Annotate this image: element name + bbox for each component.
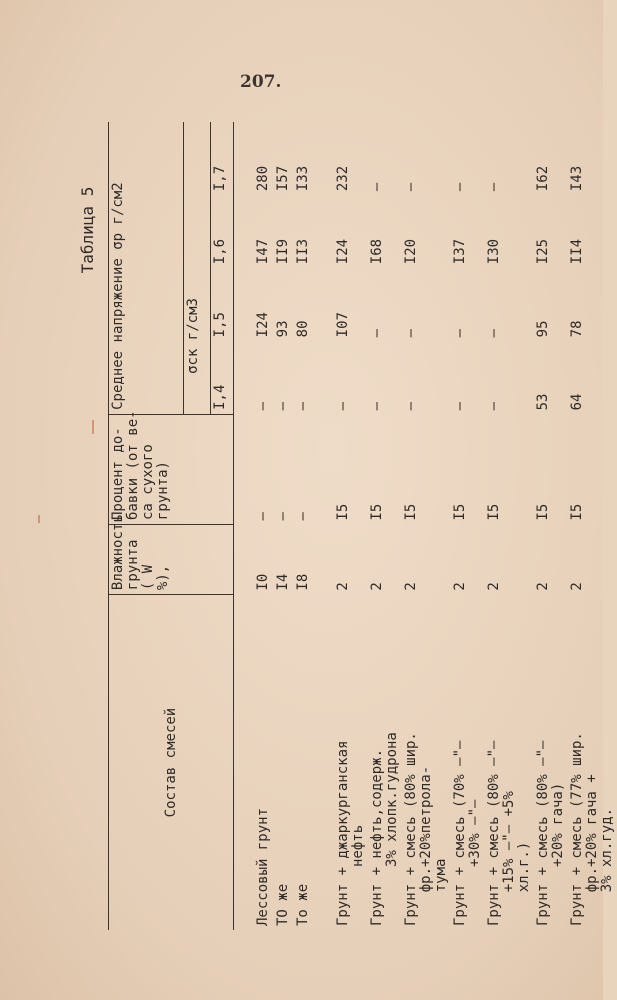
cell-composition: Лессовый грунт [255,807,271,926]
cell-composition: Грунт + смесь (80% –"– +15% –"– +5% хл.г.) [486,740,532,926]
table-row [402,122,451,930]
cell-moisture: 2 [535,582,551,591]
cell-moisture: 2 [569,582,585,591]
cell-composition: Грунт + смесь (77% шир. фр.+20% гача + 3% хл.гуд. [569,732,615,926]
cell-stress-1-6: I25 [535,238,551,265]
cell-stress-1-7: 232 [335,165,351,192]
table-row [568,122,617,930]
header-density-value: I,6 [211,195,234,268]
cell-stress-1-5: I24 [255,312,271,338]
cell-stress-1-7: – [403,182,419,192]
cell-moisture: 2 [486,582,502,591]
cell-stress-1-4: – [275,401,291,411]
cell-stress-1-4: – [335,401,351,411]
data-table [108,122,617,930]
cell-stress-1-5: – [486,328,502,338]
cell-additive: I5 [452,503,468,521]
cell-stress-1-6: II3 [295,238,311,265]
cell-additive: I5 [403,503,419,521]
cell-stress-1-6: I68 [369,238,385,265]
header-composition: Состав смесей [109,595,234,930]
cell-additive: – [255,512,271,521]
cell-stress-1-4: – [486,401,502,411]
cell-stress-1-6: I20 [403,238,419,265]
cell-additive: I5 [335,503,351,521]
page-number: 207. [240,72,282,92]
cell-additive: I5 [486,503,502,521]
cell-stress-1-5: – [452,328,468,338]
cell-stress-1-4: – [403,401,419,411]
cell-stress-1-7: – [452,182,468,192]
cell-stress-1-6: I37 [452,238,468,265]
cell-stress-1-7: – [486,182,502,192]
table-row [368,122,402,930]
cell-stress-1-4: 64 [569,393,585,411]
table-row [314,122,368,930]
table-row [294,122,314,930]
table-row [451,122,485,930]
cell-moisture: 2 [452,582,468,591]
header-moisture: Влажность грунта ( W %), [109,525,234,595]
table-row [234,122,275,930]
rotated-table-block [78,110,615,930]
cell-stress-1-5: 95 [535,320,551,338]
ink-speck [38,515,40,523]
cell-stress-1-4: – [255,401,271,411]
cell-additive: – [295,512,311,521]
cell-stress-1-7: I62 [535,165,551,192]
cell-moisture: 2 [369,582,385,591]
cell-stress-1-7: I57 [275,165,291,192]
cell-composition: Грунт + смесь (80% шир. фр.+20%петрола- тума [403,732,449,926]
cell-moisture: I4 [275,573,291,591]
cell-stress-1-7: I33 [295,165,311,192]
cell-stress-1-6: II4 [569,238,585,265]
header-additive-percent: Процент до- бавки (от ве- са сухого грунта) [109,414,234,524]
cell-additive: – [275,512,291,521]
cell-composition: Грунт + смесь (70% –"– +30% –"– [452,740,483,926]
cell-stress-1-4: – [452,401,468,411]
cell-composition: Грунт + нефть,содерж. 3% хлопк.гудрона [369,732,400,926]
header-density-value: I,4 [211,341,234,414]
cell-stress-1-4: 53 [535,393,551,411]
header-mean-stress: Среднее напряжение σp г/см2 [109,122,184,414]
cell-stress-1-7: 280 [255,165,271,192]
table-title: Таблица 5 [78,186,97,274]
cell-stress-1-4: – [295,401,311,411]
cell-stress-1-6: I24 [335,238,351,265]
cell-additive: I5 [569,503,585,521]
cell-composition: ТО же [275,883,291,926]
cell-moisture: I0 [255,573,271,591]
cell-additive: I5 [369,503,385,521]
table-row [485,122,534,930]
cell-stress-1-5: 93 [275,320,291,338]
cell-stress-1-6: II9 [275,238,291,265]
cell-moisture: I8 [295,573,311,591]
cell-stress-1-7: – [369,182,385,192]
cell-composition: Грунт + смесь (80% –"– +20% гача) [535,740,566,926]
cell-stress-1-7: I43 [569,165,585,192]
cell-stress-1-5: – [403,328,419,338]
cell-stress-1-5: I07 [335,312,351,338]
cell-stress-1-6: I30 [486,238,502,265]
cell-composition: То же [295,883,311,926]
cell-stress-1-6: I47 [255,238,271,265]
cell-moisture: 2 [335,582,351,591]
cell-stress-1-5: – [369,328,385,338]
cell-additive: I5 [535,503,551,521]
table-row [274,122,294,930]
cell-composition: Грунт + джаркурганская нефть [335,740,366,926]
cell-moisture: 2 [403,582,419,591]
header-density: σск г/см3 [184,122,211,414]
table-row [534,122,568,930]
header-density-value: I,7 [211,122,234,195]
ink-speck [92,420,94,434]
cell-stress-1-5: 80 [295,320,311,338]
cell-stress-1-4: – [369,401,385,411]
header-density-value: I,5 [211,268,234,341]
cell-stress-1-5: 78 [569,320,585,338]
